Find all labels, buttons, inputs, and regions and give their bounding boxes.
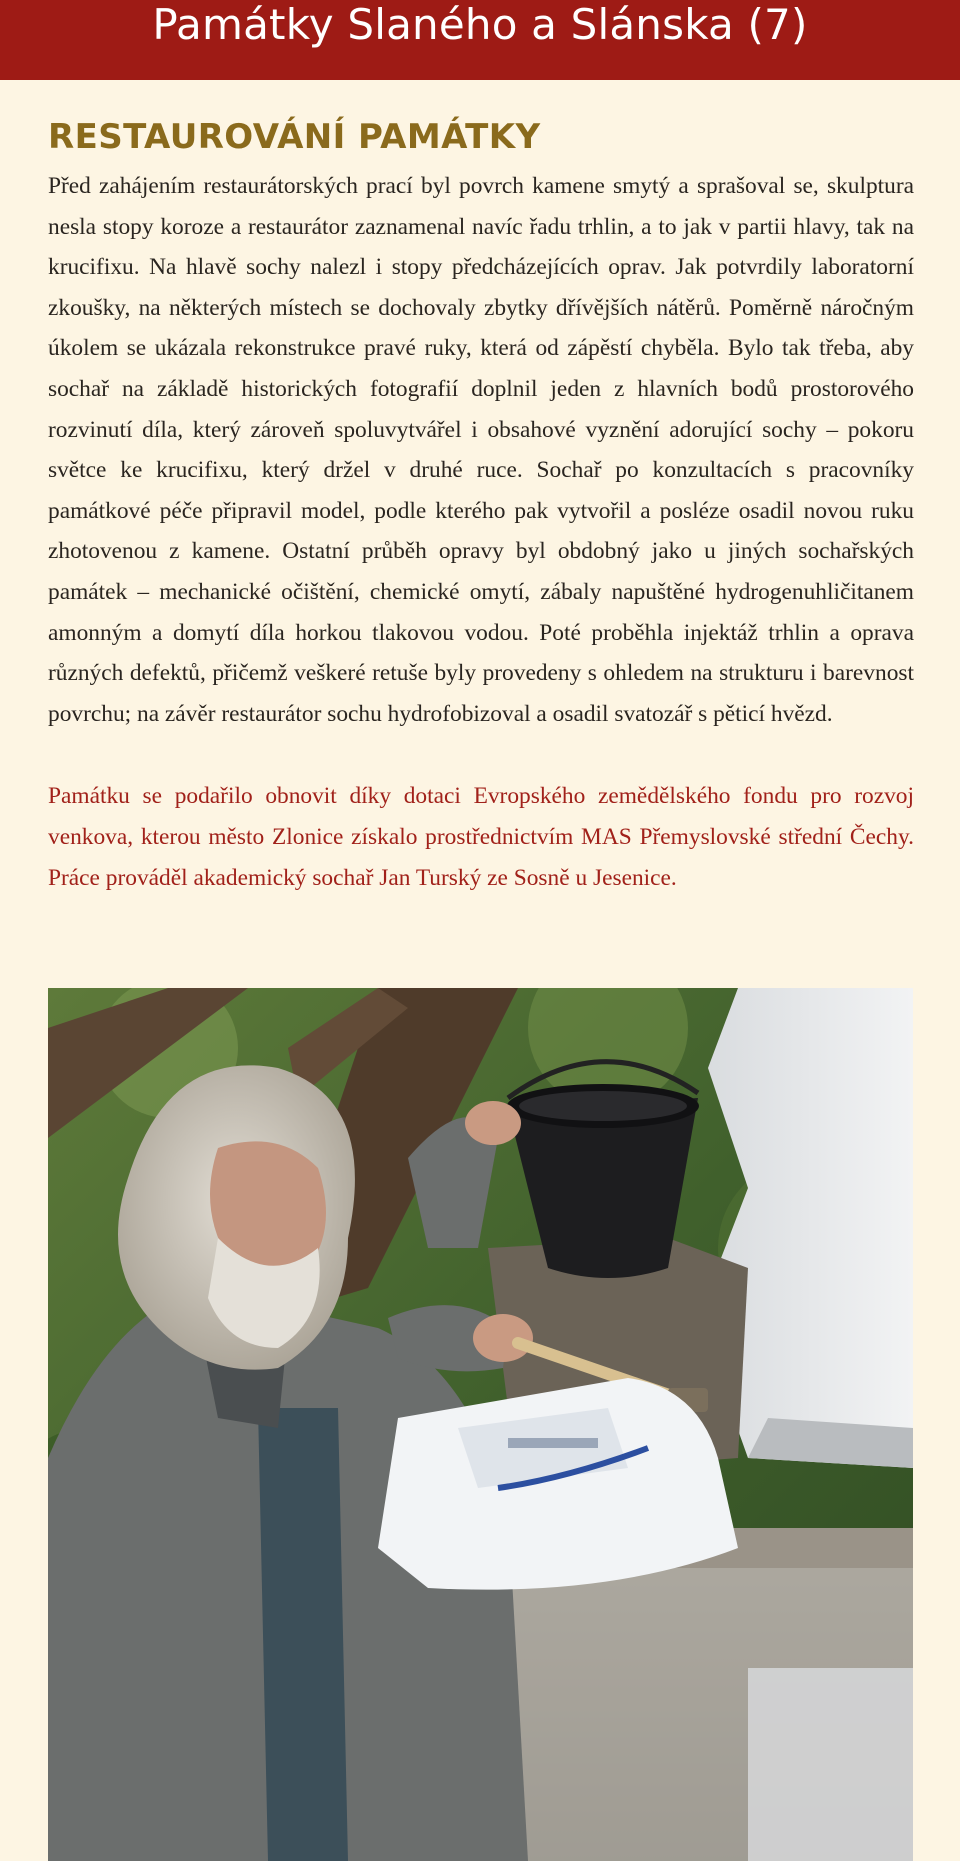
funding-note: Památku se podařilo obnovit díky dotaci Evropského zemědělského fondu pro rozvoj venkova, kterou město Zlonice získalo prostřednictvím MAS Přemyslovské střední Čechy. Práce prováděl akademický sochař Jan Turský ze Sosně u Jesenice. — [48, 783, 914, 891]
section-heading: RESTAUROVÁNÍ PAMÁTKY — [48, 117, 541, 157]
photo-illustration — [48, 988, 913, 1861]
restorer-with-bucket-photo — [48, 988, 913, 1861]
article-body: Před zahájením restaurátorských prací byl povrch kamene smytý a sprašoval se, skulptura nesla stopy koroze a restaurátor zaznamenal navíc řadu trhlin, a to jak v partii hlavy, tak na krucifixu. Na hlavě sochy nalezl i stopy předcházejících oprav. Jak potvrdily laboratorní zkoušky, na některých místech se dochovaly zbytky dřívějších nátěrů. Poměrně náročným úkolem se ukázala rekonstrukce pravé ruky, která od zápěstí chyběla. Bylo tak třeba, aby sochař na základě historických fotografií doplnil jeden z hlavních bodů prostorového rozvinutí díla, který zároveň spoluvytvářel i obsahové vyznění adorující sochy – pokoru světce ke krucifixu, který držel v druhé ruce. Sochař po konzultacích s pracovníky památkové péče připravil model, podle kterého pak vytvořil a posléze osadil novou ruku zhotovenou z kamene. Ostatní průběh opravy byl obdobný jako u jiných sochařských památek – mechanické očištění, chemické omytí, zábaly napuštěné hydrogenuhličitanem amonným a domytí díla horkou tlakovou vodou. Poté proběhla injektáž trhlin a oprava různých defektů, přičemž veškeré retuše byly provedeny s ohledem na strukturu i barevnost povrchu; na závěr restaurátor sochu hydrofobizoval a osadil svatozář s pěticí hvězd. — [48, 173, 914, 727]
page-title: Památky Slaného a Slánska (7) — [152, 0, 808, 49]
article — [48, 112, 914, 898]
header-band — [0, 0, 960, 80]
